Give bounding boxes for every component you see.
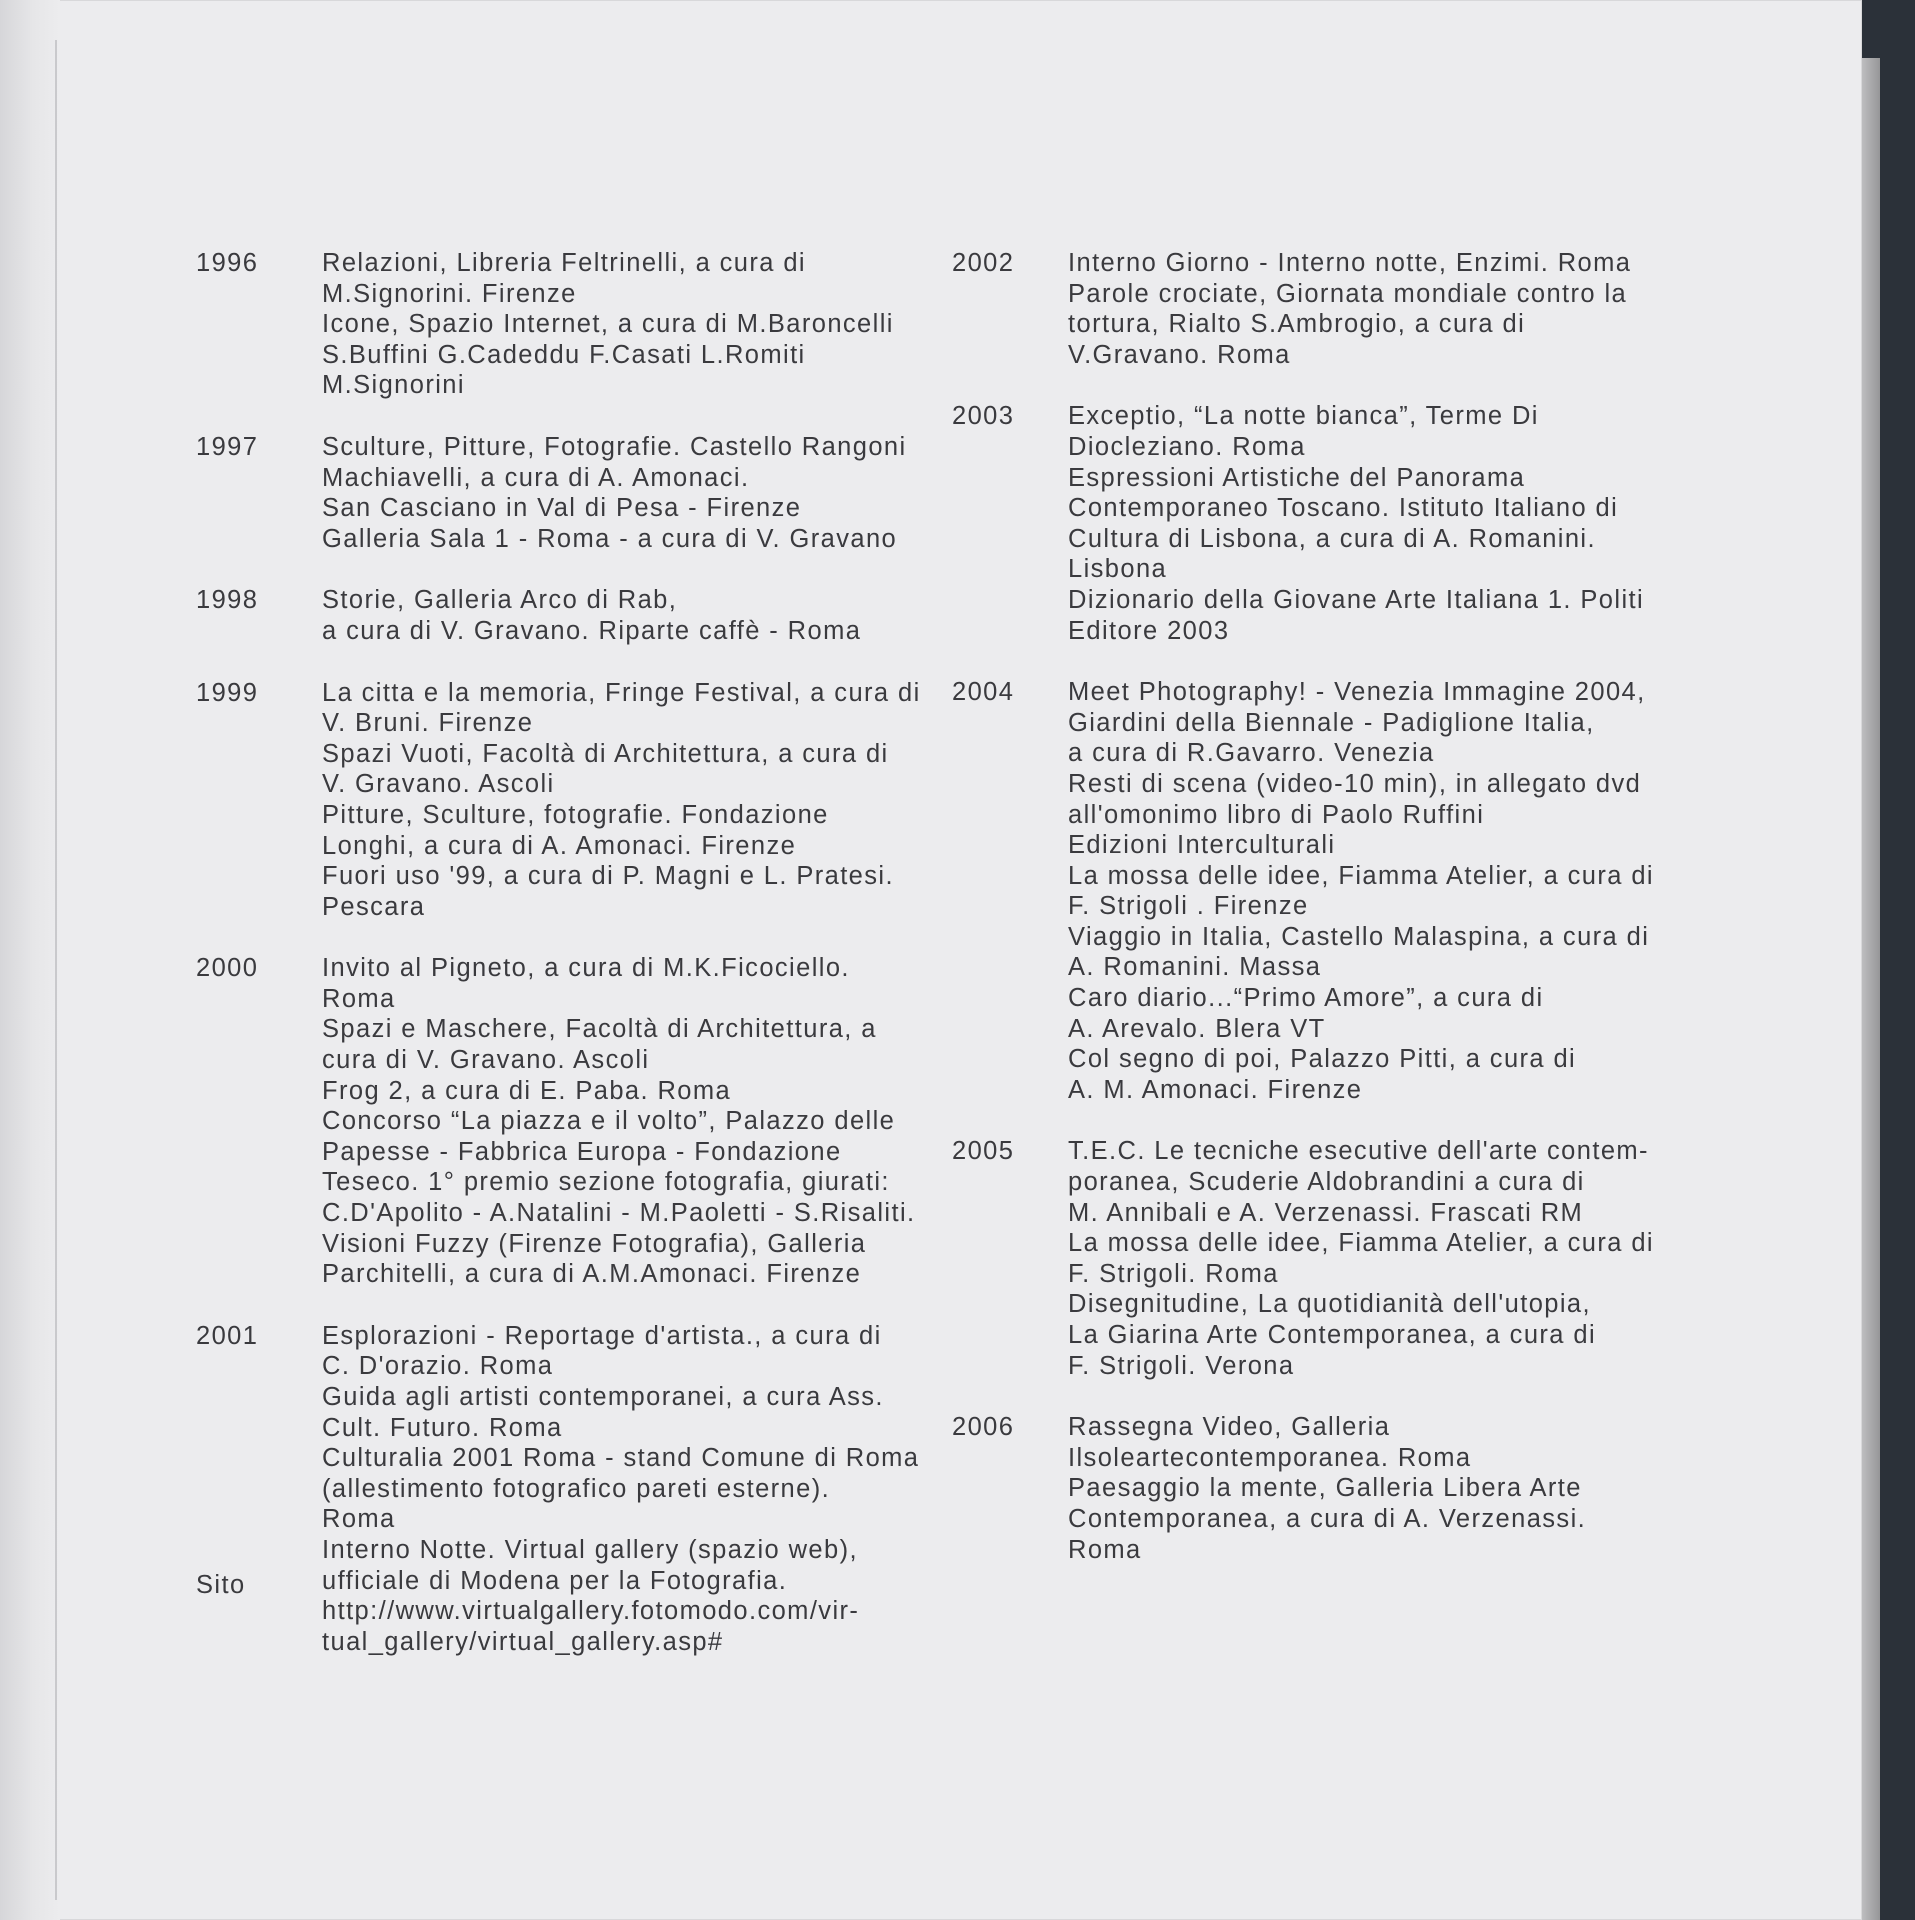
- entry-line: C. D'orazio. Roma: [322, 1352, 554, 1381]
- entry-year: 2003: [952, 402, 1015, 431]
- entry-year: 1999: [196, 678, 259, 707]
- entry-year: 2006: [952, 1413, 1015, 1442]
- entry-line: Parchitelli, a cura di A.M.Amonaci. Firenze: [322, 1260, 862, 1289]
- entry-line: Culturalia 2001 Roma - stand Comune di Roma: [322, 1444, 920, 1473]
- entry-line: Spazi e Maschere, Facoltà di Architettura, a: [322, 1015, 877, 1044]
- exhibition-entry: [940, 677, 1680, 1105]
- entry-line: Giardini della Biennale - Padiglione Italia,: [1068, 708, 1595, 737]
- entry-line: Exceptio, “La notte bianca”, Terme Di: [1068, 402, 1539, 431]
- exhibition-entry: [196, 678, 926, 923]
- entry-line: T.E.C. Le tecniche esecutive dell'arte contem-: [1068, 1137, 1649, 1166]
- entry-line: Pescara: [322, 892, 426, 921]
- page-edge: [1862, 58, 1880, 1920]
- entry-line: Visioni Fuzzy (Firenze Fotografia), Galleria: [322, 1229, 867, 1258]
- entry-text: [322, 585, 932, 646]
- entry-line: A. Romanini. Massa: [1068, 953, 1322, 982]
- entry-line: Editore 2003: [1068, 616, 1230, 645]
- entry-line: Caro diario...“Primo Amore”, a cura di: [1068, 984, 1544, 1013]
- entry-line: (allestimento fotografico pareti esterne).: [322, 1474, 831, 1503]
- entry-line: F. Strigoli . Firenze: [1068, 892, 1309, 921]
- exhibition-entry: [196, 248, 926, 401]
- entry-line: ufficiale di Modena per la Fotografia.: [322, 1566, 788, 1595]
- entry-line: Roma: [1068, 1535, 1142, 1564]
- entry-year: 1996: [196, 249, 259, 277]
- entry-line: Viaggio in Italia, Castello Malaspina, a cura di: [1068, 922, 1650, 951]
- entry-line: Storie, Galleria Arco di Rab,: [322, 586, 678, 615]
- entry-line: Diocleziano. Roma: [1068, 432, 1306, 461]
- entry-line: M.Signorini. Firenze: [322, 279, 577, 308]
- entry-line: C.D'Apolito - A.Natalini - M.Paoletti - S.Risaliti.: [322, 1199, 916, 1228]
- exhibition-entry: [196, 1321, 926, 1658]
- exhibition-entry: [940, 1136, 1680, 1381]
- entry-line: cura di V. Gravano. Ascoli: [322, 1046, 650, 1075]
- entry-line: Espressioni Artistiche del Panorama: [1068, 463, 1526, 492]
- exhibition-entry: [196, 585, 926, 646]
- entry-line: Pitture, Sculture, fotografie. Fondazione: [322, 800, 829, 829]
- entry-line: Parole crociate, Giornata mondiale contro la: [1068, 279, 1628, 308]
- entry-line: Rassegna Video, Galleria: [1068, 1413, 1391, 1442]
- exhibition-entry: [196, 953, 926, 1290]
- entry-text: [322, 432, 932, 554]
- entry-line: A. Arevalo. Blera VT: [1068, 1014, 1326, 1043]
- exhibitions-right-column: [940, 248, 1680, 1596]
- exhibition-entry: [940, 1412, 1680, 1565]
- entry-line: Fuori uso '99, a cura di P. Magni e L. Pratesi.: [322, 862, 894, 891]
- entry-text: [322, 678, 932, 923]
- entry-line: http://www.virtualgallery.fotomodo.com/vir-: [322, 1597, 860, 1626]
- entry-text: [1068, 401, 1678, 646]
- entry-year: 2005: [952, 1137, 1015, 1166]
- entry-line: Roma: [322, 984, 396, 1013]
- entry-text: [322, 1321, 932, 1658]
- entry-line: Frog 2, a cura di E. Paba. Roma: [322, 1076, 732, 1105]
- entry-line: F. Strigoli. Verona: [1068, 1351, 1295, 1380]
- entry-line: Contemporanea, a cura di A. Verzenassi.: [1068, 1504, 1587, 1533]
- entry-line: La Giarina Arte Contemporanea, a cura di: [1068, 1321, 1597, 1349]
- entry-text: [1068, 248, 1678, 370]
- entry-line: Icone, Spazio Internet, a cura di M.Baroncelli: [322, 310, 894, 339]
- entry-year: 2001: [196, 1321, 259, 1350]
- entry-line: Ilsoleartecontemporanea. Roma: [1068, 1443, 1472, 1472]
- entry-text: [322, 953, 932, 1290]
- entry-line: Dizionario della Giovane Arte Italiana 1. Politi: [1068, 585, 1645, 614]
- entry-line: M. Annibali e A. Verzenassi. Frascati RM: [1068, 1198, 1584, 1227]
- exhibition-entry: [940, 248, 1680, 370]
- entry-line: Paesaggio la mente, Galleria Libera Arte: [1068, 1474, 1582, 1503]
- entry-line: poranea, Scuderie Aldobrandini a cura di: [1068, 1168, 1585, 1197]
- site-label: Sito: [196, 1571, 246, 1599]
- entry-line: Cultura di Lisbona, a cura di A. Romanini.: [1068, 524, 1596, 553]
- entry-text: [1068, 677, 1678, 1105]
- entry-line: tortura, Rialto S.Ambrogio, a cura di: [1068, 310, 1526, 339]
- entry-line: Lisbona: [1068, 555, 1168, 584]
- exhibition-entry: [196, 432, 926, 554]
- entry-year: 2004: [952, 678, 1015, 707]
- entry-line: a cura di V. Gravano. Riparte caffè - Roma: [322, 616, 862, 645]
- entry-line: Concorso “La piazza e il volto”, Palazzo delle: [322, 1107, 896, 1136]
- entry-line: V. Bruni. Firenze: [322, 709, 534, 738]
- entry-line: S.Buffini G.Cadeddu F.Casati L.Romiti: [322, 340, 806, 369]
- entry-year: 1998: [196, 586, 259, 615]
- entry-line: Edizioni Interculturali: [1068, 831, 1336, 860]
- entry-line: Roma: [322, 1505, 396, 1534]
- entry-line: V.Gravano. Roma: [1068, 340, 1291, 369]
- entry-line: Papesse - Fabbrica Europa - Fondazione: [322, 1137, 842, 1166]
- entry-text: [322, 248, 932, 401]
- entry-year: 1997: [196, 432, 259, 461]
- entry-line: a cura di R.Gavarro. Venezia: [1068, 739, 1435, 768]
- exhibitions-left-column: [196, 248, 926, 1688]
- entry-line: Guida agli artisti contemporanei, a cura Ass.: [322, 1383, 884, 1411]
- entry-line: Resti di scena (video-10 min), in allegato dvd: [1068, 769, 1642, 798]
- entry-line: all'omonimo libro di Paolo Ruffini: [1068, 800, 1485, 829]
- entry-year: 2002: [952, 249, 1015, 277]
- entry-line: Galleria Sala 1 - Roma - a cura di V. Gravano: [322, 524, 898, 553]
- entry-line: La mossa delle idee, Fiamma Atelier, a cura di: [1068, 1229, 1654, 1258]
- binding-line: [55, 40, 57, 1900]
- entry-line: V. Gravano. Ascoli: [322, 770, 555, 799]
- entry-line: Meet Photography! - Venezia Immagine 2004,: [1068, 678, 1646, 707]
- entry-line: Sculture, Pitture, Fotografie. Castello Rangoni: [322, 432, 907, 461]
- entry-line: La citta e la memoria, Fringe Festival, a cura di: [322, 678, 921, 707]
- entry-line: Longhi, a cura di A. Amonaci. Firenze: [322, 831, 797, 860]
- entry-line: Disegnitudine, La quotidianità dell'utopia,: [1068, 1290, 1591, 1319]
- book-gutter: [0, 0, 60, 1920]
- entry-text: [1068, 1136, 1678, 1381]
- entry-line: Relazioni, Libreria Feltrinelli, a cura di: [322, 249, 806, 277]
- entry-line: Interno Notte. Virtual gallery (spazio web),: [322, 1535, 858, 1564]
- entry-text: [1068, 1412, 1678, 1565]
- entry-line: Esplorazioni - Reportage d'artista., a cura di: [322, 1321, 882, 1350]
- entry-line: San Casciano in Val di Pesa - Firenze: [322, 494, 802, 523]
- entry-line: Contemporaneo Toscano. Istituto Italiano di: [1068, 494, 1619, 523]
- entry-line: Col segno di poi, Palazzo Pitti, a cura di: [1068, 1045, 1577, 1074]
- entry-line: Machiavelli, a cura di A. Amonaci.: [322, 463, 750, 492]
- entry-line: Spazi Vuoti, Facoltà di Architettura, a cura di: [322, 739, 889, 768]
- entry-line: F. Strigoli. Roma: [1068, 1259, 1279, 1288]
- exhibition-entry: [940, 401, 1680, 646]
- entry-line: A. M. Amonaci. Firenze: [1068, 1075, 1363, 1104]
- entry-line: Cult. Futuro. Roma: [322, 1413, 563, 1442]
- entry-line: La mossa delle idee, Fiamma Atelier, a cura di: [1068, 861, 1654, 890]
- entry-line: tual_gallery/virtual_gallery.asp#: [322, 1627, 724, 1656]
- entry-line: Teseco. 1° premio sezione fotografia, giurati:: [322, 1168, 890, 1197]
- entry-line: Interno Giorno - Interno notte, Enzimi. Roma: [1068, 249, 1632, 277]
- entry-year: 2000: [196, 954, 259, 983]
- entry-line: M.Signorini: [322, 371, 465, 400]
- entry-line: Invito al Pigneto, a cura di M.K.Ficociello.: [322, 954, 850, 983]
